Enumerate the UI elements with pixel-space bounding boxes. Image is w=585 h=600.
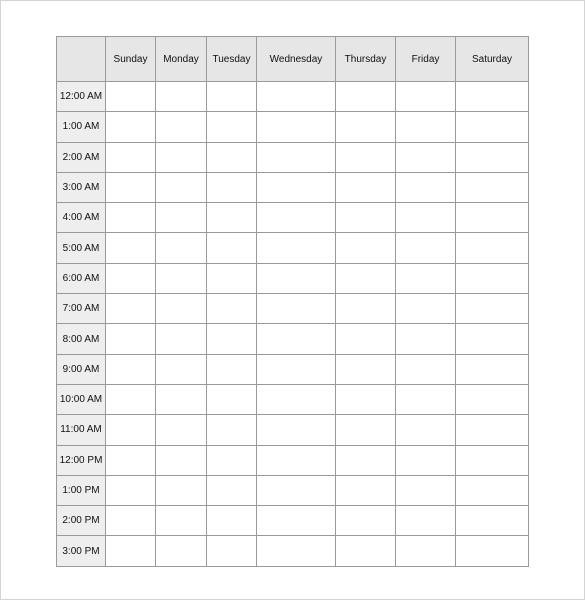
schedule-cell[interactable] — [106, 263, 156, 293]
time-row — [57, 172, 529, 202]
schedule-cell[interactable] — [336, 203, 396, 233]
schedule-cell[interactable] — [257, 415, 336, 445]
time-label: 3:00 AM — [57, 172, 106, 202]
schedule-cell[interactable] — [456, 203, 529, 233]
schedule-cell[interactable] — [396, 142, 456, 172]
time-label: 12:00 PM — [57, 445, 106, 475]
time-label: 8:00 AM — [57, 324, 106, 354]
schedule-cell[interactable] — [156, 445, 207, 475]
day-header-wednesday: Wednesday — [257, 37, 336, 82]
time-row — [57, 142, 529, 172]
time-row — [57, 82, 529, 112]
schedule-cell[interactable] — [207, 445, 257, 475]
schedule-cell[interactable] — [156, 324, 207, 354]
schedule-cell[interactable] — [106, 233, 156, 263]
time-label: 12:00 AM — [57, 82, 106, 112]
time-row — [57, 294, 529, 324]
schedule-cell[interactable] — [207, 324, 257, 354]
time-row — [57, 506, 529, 536]
schedule-cell[interactable] — [156, 203, 207, 233]
schedule-cell[interactable] — [257, 203, 336, 233]
schedule-cell[interactable] — [456, 354, 529, 384]
schedule-cell[interactable] — [257, 475, 336, 505]
schedule-cell[interactable] — [396, 354, 456, 384]
time-row — [57, 536, 529, 566]
corner-cell — [57, 37, 106, 82]
schedule-cell[interactable] — [257, 536, 336, 566]
schedule-cell[interactable] — [106, 112, 156, 142]
schedule-cell[interactable] — [106, 445, 156, 475]
schedule-cell[interactable] — [207, 82, 257, 112]
schedule-cell[interactable] — [336, 324, 396, 354]
time-label: 11:00 AM — [57, 415, 106, 445]
time-label: 3:00 PM — [57, 536, 106, 566]
schedule-cell[interactable] — [257, 263, 336, 293]
schedule-cell[interactable] — [156, 354, 207, 384]
day-header-tuesday: Tuesday — [207, 37, 257, 82]
schedule-cell[interactable] — [257, 324, 336, 354]
schedule-cell[interactable] — [336, 445, 396, 475]
schedule-cell[interactable] — [456, 263, 529, 293]
schedule-cell[interactable] — [336, 475, 396, 505]
time-label: 7:00 AM — [57, 294, 106, 324]
schedule-cell[interactable] — [106, 536, 156, 566]
time-label: 4:00 AM — [57, 203, 106, 233]
schedule-cell[interactable] — [396, 203, 456, 233]
schedule-cell[interactable] — [456, 112, 529, 142]
schedule-cell[interactable] — [257, 445, 336, 475]
schedule-cell[interactable] — [257, 112, 336, 142]
schedule-cell[interactable] — [396, 536, 456, 566]
schedule-cell[interactable] — [257, 82, 336, 112]
schedule-cell[interactable] — [396, 294, 456, 324]
schedule-cell[interactable] — [156, 82, 207, 112]
time-row — [57, 112, 529, 142]
schedule-cell[interactable] — [156, 142, 207, 172]
schedule-cell[interactable] — [257, 506, 336, 536]
time-row — [57, 203, 529, 233]
weekly-schedule-table — [56, 36, 529, 567]
time-label: 6:00 AM — [57, 263, 106, 293]
schedule-cell[interactable] — [156, 506, 207, 536]
schedule-cell[interactable] — [456, 475, 529, 505]
schedule-cell[interactable] — [396, 475, 456, 505]
schedule-cell[interactable] — [106, 142, 156, 172]
time-row — [57, 384, 529, 414]
schedule-cell[interactable] — [396, 384, 456, 414]
schedule-cell[interactable] — [156, 475, 207, 505]
schedule-cell[interactable] — [156, 263, 207, 293]
schedule-cell[interactable] — [207, 475, 257, 505]
schedule-cell[interactable] — [456, 506, 529, 536]
schedule-cell[interactable] — [456, 142, 529, 172]
schedule-cell[interactable] — [336, 233, 396, 263]
schedule-cell[interactable] — [106, 354, 156, 384]
time-label: 5:00 AM — [57, 233, 106, 263]
schedule-cell[interactable] — [207, 172, 257, 202]
schedule-cell[interactable] — [456, 294, 529, 324]
schedule-cell[interactable] — [207, 294, 257, 324]
schedule-cell[interactable] — [207, 112, 257, 142]
schedule-cell[interactable] — [156, 384, 207, 414]
schedule-cell[interactable] — [456, 324, 529, 354]
schedule-cell[interactable] — [336, 142, 396, 172]
schedule-cell[interactable] — [396, 415, 456, 445]
schedule-cell[interactable] — [257, 354, 336, 384]
schedule-cell[interactable] — [207, 233, 257, 263]
schedule-cell[interactable] — [336, 263, 396, 293]
schedule-cell[interactable] — [336, 536, 396, 566]
schedule-cell[interactable] — [336, 82, 396, 112]
schedule-cell[interactable] — [257, 233, 336, 263]
schedule-cell[interactable] — [207, 354, 257, 384]
schedule-cell[interactable] — [336, 354, 396, 384]
schedule-cell[interactable] — [456, 384, 529, 414]
time-row — [57, 324, 529, 354]
day-header-saturday: Saturday — [456, 37, 529, 82]
schedule-cell[interactable] — [207, 415, 257, 445]
schedule-cell[interactable] — [396, 172, 456, 202]
schedule-cell[interactable] — [456, 233, 529, 263]
schedule-cell[interactable] — [456, 536, 529, 566]
schedule-cell[interactable] — [396, 506, 456, 536]
schedule-cell[interactable] — [396, 233, 456, 263]
time-label: 2:00 AM — [57, 142, 106, 172]
time-label: 1:00 AM — [57, 112, 106, 142]
schedule-cell[interactable] — [106, 415, 156, 445]
schedule-cell[interactable] — [156, 536, 207, 566]
schedule-cell[interactable] — [106, 384, 156, 414]
schedule-cell[interactable] — [106, 506, 156, 536]
schedule-cell[interactable] — [207, 263, 257, 293]
schedule-cell[interactable] — [207, 203, 257, 233]
time-row — [57, 415, 529, 445]
time-label: 2:00 PM — [57, 506, 106, 536]
schedule-cell[interactable] — [396, 82, 456, 112]
time-label: 1:00 PM — [57, 475, 106, 505]
time-row — [57, 354, 529, 384]
day-header-sunday: Sunday — [106, 37, 156, 82]
schedule-cell[interactable] — [106, 294, 156, 324]
schedule-cell[interactable] — [156, 233, 207, 263]
schedule-cell[interactable] — [106, 172, 156, 202]
schedule-cell[interactable] — [396, 112, 456, 142]
schedule-cell[interactable] — [106, 475, 156, 505]
schedule-cell[interactable] — [456, 172, 529, 202]
schedule-cell[interactable] — [336, 294, 396, 324]
time-row — [57, 263, 529, 293]
time-label: 9:00 AM — [57, 354, 106, 384]
schedule-cell[interactable] — [207, 506, 257, 536]
day-header-monday: Monday — [156, 37, 207, 82]
schedule-cell[interactable] — [106, 82, 156, 112]
schedule-cell[interactable] — [156, 112, 207, 142]
schedule-cell[interactable] — [396, 445, 456, 475]
schedule-cell[interactable] — [336, 384, 396, 414]
schedule-body — [57, 82, 529, 567]
time-label: 10:00 AM — [57, 384, 106, 414]
schedule-cell[interactable] — [336, 172, 396, 202]
time-row — [57, 445, 529, 475]
schedule-cell[interactable] — [336, 506, 396, 536]
schedule-cell[interactable] — [207, 142, 257, 172]
header-row — [57, 37, 529, 82]
schedule-cell[interactable] — [207, 536, 257, 566]
schedule-cell[interactable] — [257, 172, 336, 202]
schedule-cell[interactable] — [156, 294, 207, 324]
time-row — [57, 475, 529, 505]
schedule-cell[interactable] — [257, 384, 336, 414]
schedule-cell[interactable] — [106, 324, 156, 354]
day-header-thursday: Thursday — [336, 37, 396, 82]
schedule-cell[interactable] — [396, 263, 456, 293]
schedule-cell[interactable] — [207, 384, 257, 414]
schedule-cell[interactable] — [396, 324, 456, 354]
schedule-cell[interactable] — [106, 203, 156, 233]
schedule-cell[interactable] — [336, 112, 396, 142]
day-header-friday: Friday — [396, 37, 456, 82]
schedule-cell[interactable] — [456, 82, 529, 112]
schedule-cell[interactable] — [156, 415, 207, 445]
schedule-cell[interactable] — [257, 142, 336, 172]
schedule-cell[interactable] — [336, 415, 396, 445]
schedule-cell[interactable] — [456, 415, 529, 445]
schedule-cell[interactable] — [456, 445, 529, 475]
schedule-cell[interactable] — [156, 172, 207, 202]
time-row — [57, 233, 529, 263]
schedule-cell[interactable] — [257, 294, 336, 324]
